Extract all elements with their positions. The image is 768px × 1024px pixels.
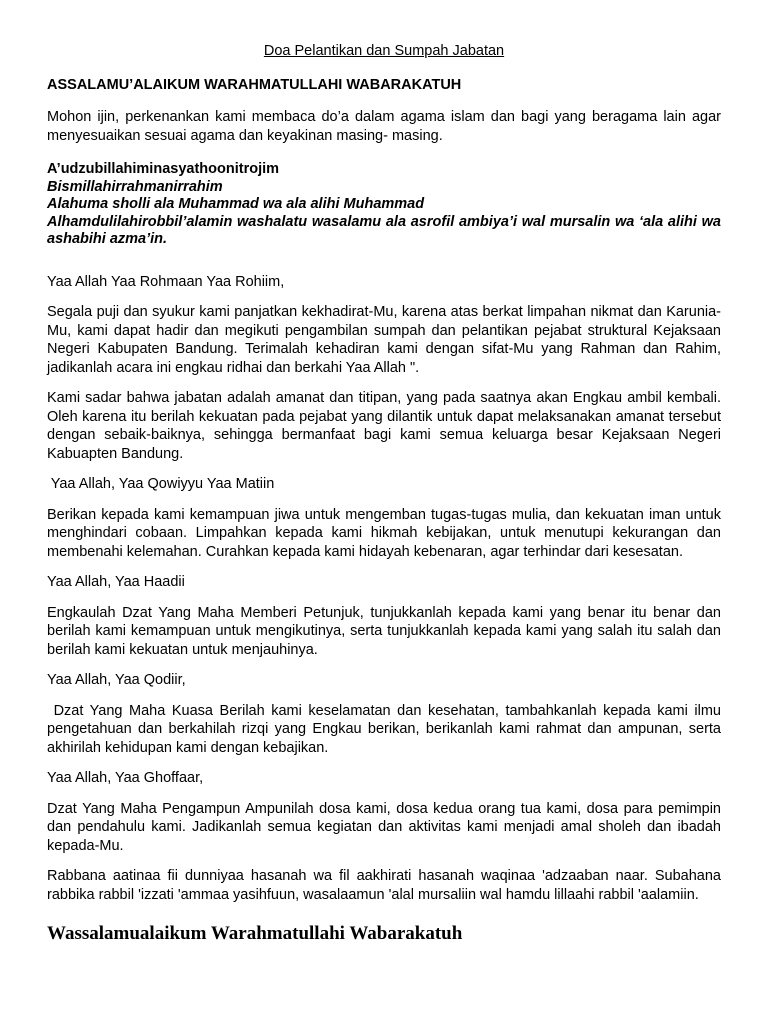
opening-prayer-block bbox=[47, 161, 721, 249]
closing-greeting: Wassalamualaikum Warahmatullahi Wabarakatuh bbox=[47, 923, 463, 944]
invocation-qowiyyu: Yaa Allah, Yaa Qowiyyu Yaa Matiin bbox=[47, 476, 275, 492]
opening-line-hamdalah: Alhamdulilahirobbil’alamin washalatu wasalamu ala asrofil ambiya’i wal mursalin wa ‘ala alihi wa ashabihi azma’in. bbox=[47, 213, 721, 247]
body-paragraph-guidance: Engkaulah Dzat Yang Maha Memberi Petunjuk, tunjukkanlah kepada kami yang benar itu benar dan berilah kami kemampuan untuk mengikutinya, serta tunjukkanlah kepada kami yang salah itu salah dan berilah kami kekuatan untuk menjauhinya. bbox=[47, 604, 721, 658]
opening-line-taawudz: A’udzubillahiminasyathoonitrojim bbox=[47, 161, 280, 177]
invocation-ghoffaar: Yaa Allah, Yaa Ghoffaar, bbox=[47, 770, 204, 786]
invocation-qodiir: Yaa Allah, Yaa Qodiir, bbox=[47, 672, 186, 688]
opening-line-basmalah: Bismillahirrahmanirrahim bbox=[47, 178, 223, 195]
intro-paragraph: Mohon ijin, perkenankan kami membaca do’a dalam agama islam dan bagi yang beragama lain agar menyesuaikan sesuai agama dan keyakinan masing- masing. bbox=[47, 109, 721, 144]
body-paragraph-amanat: Kami sadar bahwa jabatan adalah amanat dan titipan, yang pada saatnya akan Engkau ambil kembali. Oleh karena itu berilah kekuatan pada pejabat yang dilantik untuk dapat melaksanakan amanat tersebut dengan sebaik-baiknya, sehingga bermanfaat bagi kami semua keluarga besar Kejaksaan Negeri Kabuapten Bandung. bbox=[47, 390, 721, 462]
document-title: Doa Pelantikan dan Sumpah Jabatan bbox=[263, 43, 505, 59]
invocation-haadii: Yaa Allah, Yaa Haadii bbox=[47, 574, 185, 590]
body-paragraph-safety: Dzat Yang Maha Kuasa Berilah kami keselamatan dan kesehatan, tambahkanlah kepada kami ilmu pengetahuan dan berkahilah rizqi yang Engkau berikan, berikanlah kami rahmat dan ampunan, serta akhirilah kehidupan kami dengan kebajikan. bbox=[47, 702, 726, 756]
body-paragraph-praise: Segala puji dan syukur kami panjatkan kekhadirat-Mu, karena atas berkat limpahan nikmat dan Karunia-Mu, kami dapat hadir dan megikuti pengambilan sumpah dan pelantikan pejabat struktural Kejaksaan Negeri Kabupaten Bandung. Terimalah kehadiran kami dengan sifat-Mu yang Rahman dan Rahim, jadikanlah acara ini engkau ridhai dan berkahi Yaa Allah ". bbox=[47, 304, 721, 376]
opening-greeting: ASSALAMU’ALAIKUM WARAHMATULLAHI WABARAKATUH bbox=[47, 77, 462, 93]
opening-line-sholawat: Alahuma sholli ala Muhammad wa ala alihi Muhammad bbox=[47, 196, 425, 212]
body-paragraph-forgiveness: Dzat Yang Maha Pengampun Ampunilah dosa kami, dosa kedua orang tua kami, dosa para pemimpin dan pendahulu kami. Jadikanlah semua kegiatan dan aktivitas kami menjadi amal sholeh dan ibadah kepada-Mu. bbox=[47, 800, 721, 854]
invocation-rohmaan: Yaa Allah Yaa Rohmaan Yaa Rohiim, bbox=[47, 273, 285, 290]
body-paragraph-rabbana: Rabbana aatinaa fii dunniyaa hasanah wa fil aakhirati hasanah waqinaa 'adzaaban naar. Subahana rabbika rabbil 'izzati 'ammaa yasihfuun, wasalaamun 'alal mursaliin wal hamdu lillaahi rabbil 'aalamiin. bbox=[47, 868, 721, 903]
body-paragraph-strength: Berikan kepada kami kemampuan jiwa untuk mengemban tugas-tugas mulia, dan kekuatan iman untuk menghindari cobaan. Limpahkan kepada kami hikmah kebijakan, untuk menutupi kekurangan dan membenahi kelemahan. Curahkan kepada kami hidayah kebenaran, agar terhindar dari kesesatan. bbox=[47, 506, 721, 560]
